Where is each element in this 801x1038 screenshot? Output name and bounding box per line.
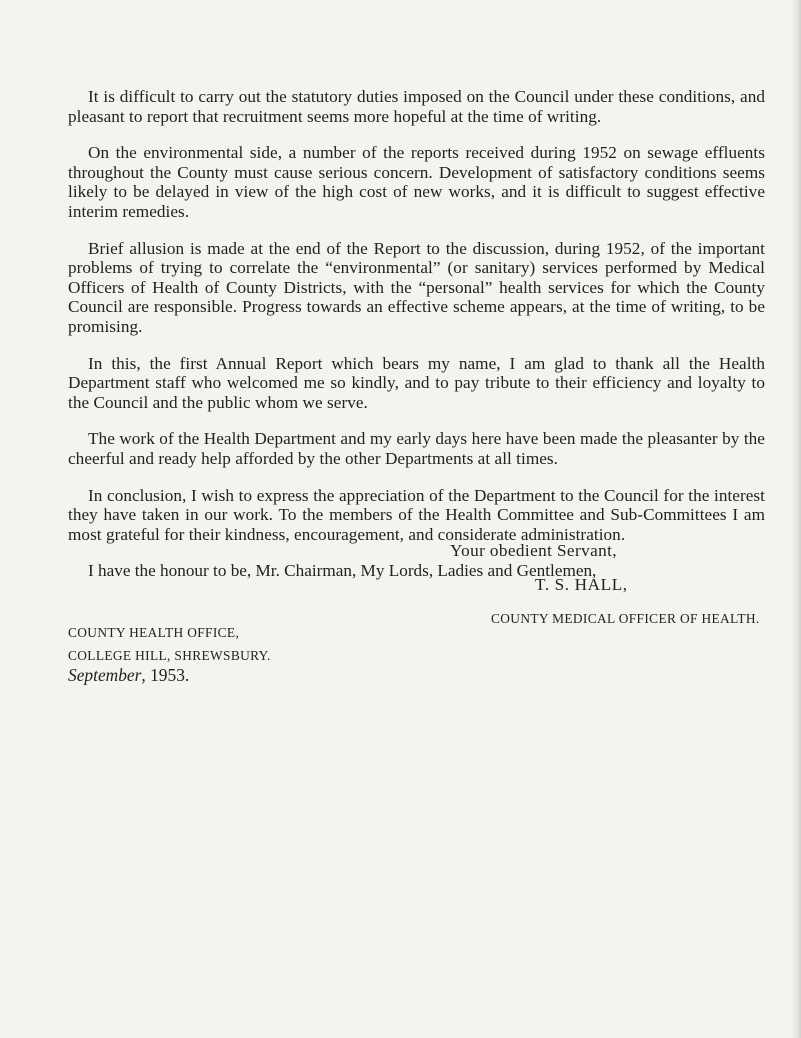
paragraph-recruitment: It is difficult to carry out the statutory duties imposed on the Council under these conditions, and pleasant to report that recruitment seems more hopeful at the time of writing. (68, 87, 765, 126)
closing-salutation: I have the honour to be, Mr. Chairman, My Lords, Ladies and Gentlemen, (88, 561, 597, 581)
paragraph-thanks: In this, the first Annual Report which bears my name, I am glad to thank all the Health Department staff who welcomed me so kindly, and to pay tribute to their efficiency and loyalty to the Council and the public whom we serve. (68, 353, 765, 412)
date-year: , 1953. (141, 665, 190, 685)
valediction: Your obedient Servant, (450, 541, 617, 560)
paragraph-departments: The work of the Health Department and my early days here have been made the pleasanter by the cheerful and ready help afforded by the other Departments at all times. (68, 429, 765, 468)
paragraph-environmental: On the environmental side, a number of the reports received during 1952 on sewage effluents throughout the County must cause serious concern. Development of satisfactory conditions seems likely to be delayed in view of the high cost of new works, and it is difficult to suggest effective interim remedies. (68, 143, 765, 221)
letter-date (68, 665, 189, 685)
address-line-location: COLLEGE HILL, SHREWSBURY. (68, 648, 271, 663)
signature-name: T. S. HALL, (535, 575, 628, 594)
page-edge-shadow (791, 0, 801, 1038)
signatory-title: COUNTY MEDICAL OFFICER OF HEALTH. (491, 611, 760, 626)
paragraph-correlation: Brief allusion is made at the end of the Report to the discussion, during 1952, of the important problems of trying to correlate the “environmental” (or sanitary) services performed by Medical Officers of Health of County Districts, with the “personal” health services for which the County Council are responsible. Progress towards an effective scheme appears, at the time of writing, to be promising. (68, 238, 765, 336)
address-line-office: COUNTY HEALTH OFFICE, (68, 625, 240, 640)
paragraph-conclusion: In conclusion, I wish to express the appreciation of the Department to the Council for the interest they have taken in our work. To the members of the Health Committee and Sub-Committees I am most grateful for their kindness, encouragement, and considerate administration. (68, 485, 765, 544)
letter-body (68, 87, 765, 581)
date-month: September (68, 665, 142, 685)
